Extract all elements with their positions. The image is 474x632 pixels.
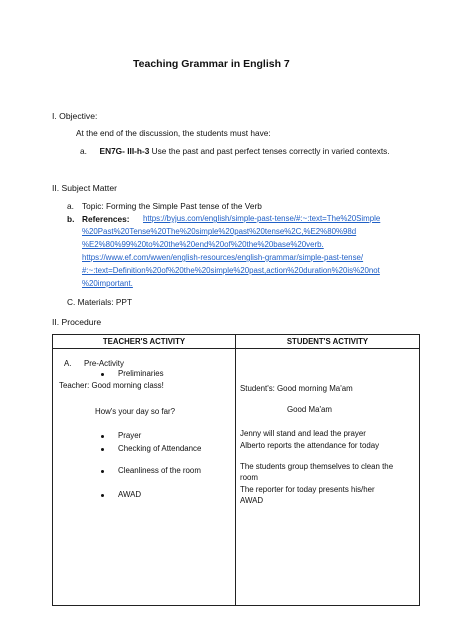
subject-matter-heading: II. Subject Matter [52,183,117,193]
reference-link-2-cont[interactable]: #:~:text=Definition%20of%20the%20simple%20past,action%20duration%20is%20not [82,266,380,275]
student-greeting: Student's: Good morning Ma'am [240,384,353,393]
objective-intro: At the end of the discussion, the students must have: [76,128,271,138]
reference-link-1-end[interactable]: %E2%80%99%20to%20the%20end%20of%20the%20base%20verb. [82,240,324,249]
student-attendance: Alberto reports the attendance for today [240,441,380,450]
materials-line: C. Materials: PPT [67,297,133,307]
topic-marker: a. [67,201,74,211]
student-awad-line1: The reporter for today presents his/her [240,485,375,494]
teacher-activity-cell [53,349,236,606]
procedure-table [52,334,420,606]
teacher-activity-header: TEACHER'S ACTIVITY [53,335,236,349]
bullet-icon [101,432,104,441]
teacher-question: How's your day so far? [95,407,176,416]
bullet-icon [101,370,104,379]
document-title: Teaching Grammar in English 7 [133,58,290,70]
pre-activity-label: Pre-Activity [84,359,124,368]
item-cleanliness: Cleanliness of the room [118,466,201,475]
references-marker: b. [67,214,75,224]
objective-item-marker: a. [80,146,87,156]
references-label: References: [82,214,130,224]
student-clean-line2: room [240,473,258,482]
procedure-heading: II. Procedure [52,317,102,327]
reference-link-2[interactable]: https://www.ef.com/wwen/english-resources/english-grammar/simple-past-tense/ [82,253,364,262]
preliminaries-label: Preliminaries [118,369,164,378]
student-reply: Good Ma'am [287,405,332,414]
student-prayer: Jenny will stand and lead the prayer [240,429,366,438]
item-attendance: Checking of Attendance [118,444,202,453]
bullet-icon [101,445,104,454]
bullet-icon [101,467,104,476]
student-clean-line1: The students group themselves to clean the [240,462,394,471]
objective-code: EN7G- III-h-3 [99,146,150,156]
reference-link-2-end[interactable]: %20important. [82,279,133,288]
student-activity-cell [236,349,420,606]
bullet-icon [101,491,104,500]
item-awad: AWAD [118,490,142,499]
objective-item [80,146,390,156]
student-awad-line2: AWAD [240,496,264,505]
teacher-greeting: Teacher: Good morning class! [59,381,164,390]
item-prayer: Prayer [118,431,142,440]
objective-heading: I. Objective: [52,111,98,121]
reference-link-1-cont[interactable]: %20Past%20Tense%20The%20simple%20past%20tense%2C,%E2%80%98d [82,227,357,236]
student-activity-header: STUDENT'S ACTIVITY [236,335,420,349]
objective-text: Use the past and past perfect tenses correctly in varied contexts. [151,146,390,156]
pre-activity-marker: A. [64,359,72,368]
reference-link-1[interactable]: https://byjus.com/english/simple-past-tense/#:~:text=The%20Simple [143,214,381,223]
topic-line: Topic: Forming the Simple Past tense of the Verb [82,201,262,211]
